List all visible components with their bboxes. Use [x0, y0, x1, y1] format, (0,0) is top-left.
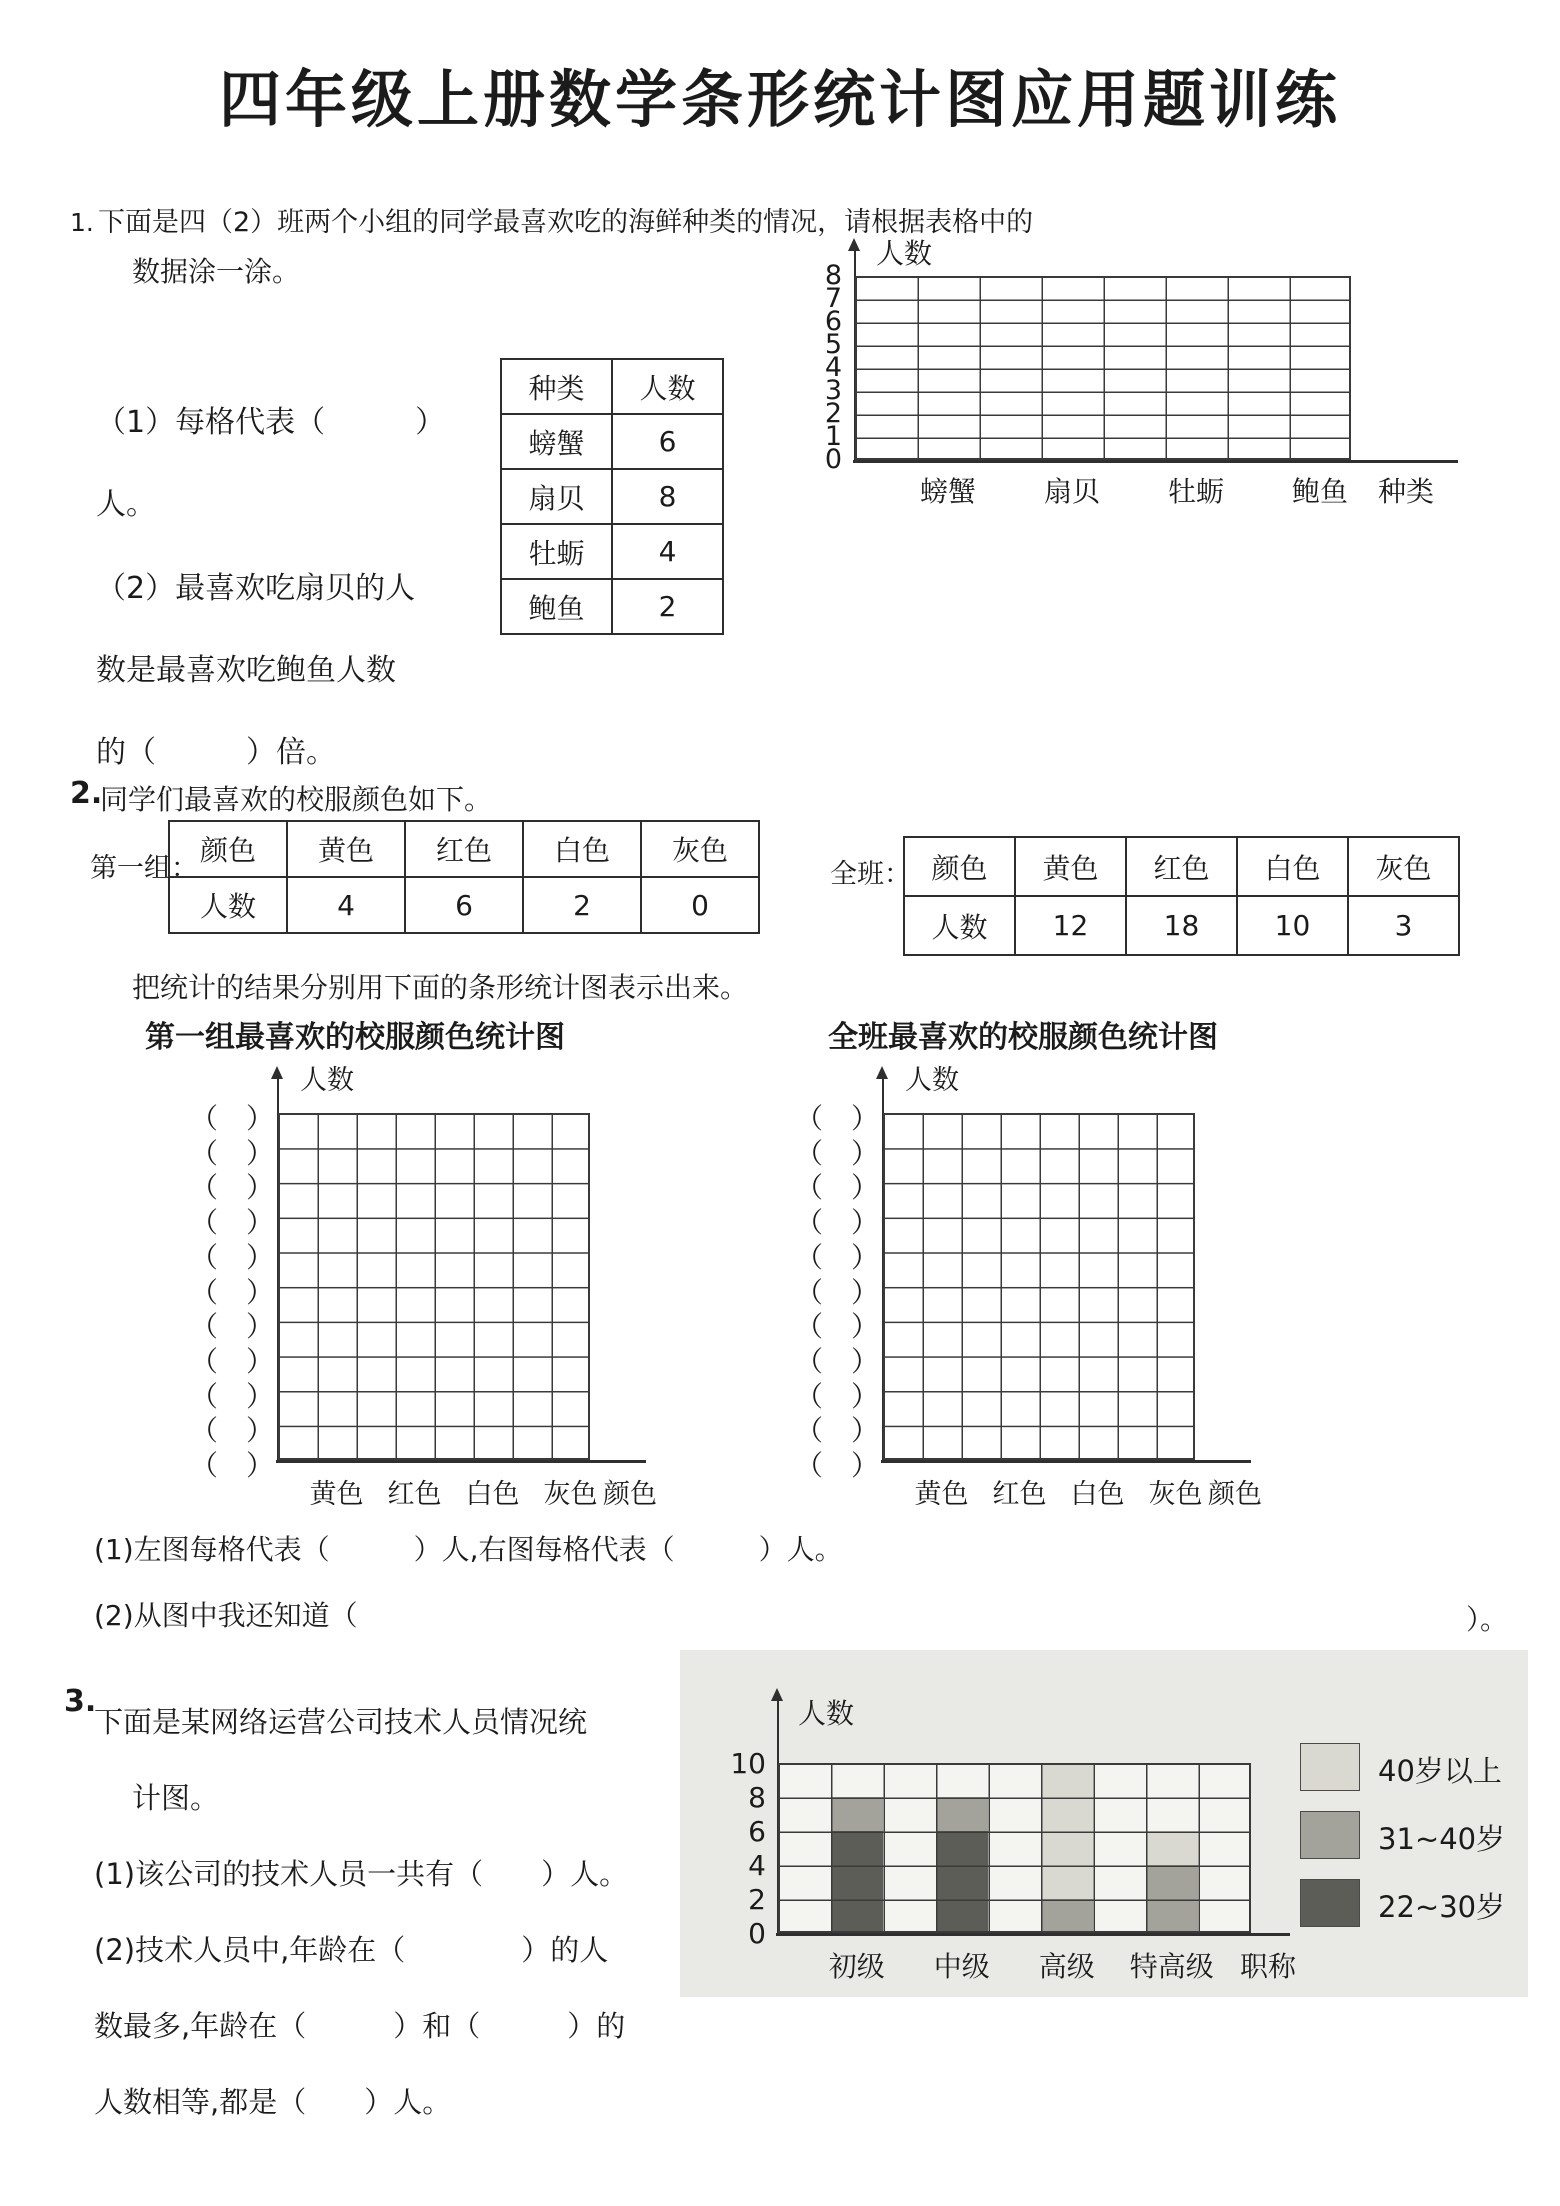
table-cell: 4 [612, 524, 723, 579]
y-tick-label: 3 [824, 375, 842, 406]
page-title: 四年级上册数学条形统计图应用题训练 [218, 63, 1341, 136]
grid-lines [855, 276, 1351, 460]
x-category-label: 螃蟹 [919, 475, 976, 508]
table-cell: 3 [1348, 896, 1459, 955]
q2-right-chart-title: 全班最喜欢的校服颜色统计图 [828, 1020, 1218, 1055]
table-cell: 黄色 [287, 821, 405, 877]
q2-right-chart-grid [883, 1113, 1195, 1460]
y-tick-label: 1 [824, 421, 842, 452]
table-cell: 白色 [1237, 837, 1348, 896]
x-category-label: 初级 [828, 1950, 885, 1983]
q3-number: 3. [64, 1684, 97, 1719]
q1-number: 1. [70, 208, 94, 237]
x-axis-line [776, 1933, 1290, 1936]
y-scale-paren-blank: （ ） [190, 1449, 275, 1482]
x-category-label: 黄色 [914, 1479, 969, 1510]
q2-class-label: 全班： [830, 859, 911, 890]
q2-left-chart-grid [278, 1113, 590, 1460]
x-axis-label: 种类 [1378, 475, 1435, 508]
y-scale-paren-blank: （ ） [795, 1102, 880, 1135]
q2-group1-label: 第一组： [90, 853, 198, 884]
q2-instruction: 把统计的结果分别用下面的条形统计图表示出来。 [132, 971, 749, 1004]
q1-part1-blank [96, 382, 445, 546]
q3-line4: (2)技术人员中,年龄在（ ）的人 [94, 1933, 609, 1967]
q1-grid [855, 276, 1351, 460]
x-category-label: 中级 [933, 1950, 990, 1983]
q1-data-table [500, 358, 724, 635]
y-tick-label: 10 [730, 1747, 766, 1780]
q3-line2: 计图。 [132, 1781, 220, 1815]
legend-swatch [1300, 1879, 1360, 1927]
q2-number: 2. [70, 776, 103, 811]
y-axis-label: 人数 [300, 1065, 354, 1096]
y-tick-label: 0 [748, 1917, 766, 1950]
q2-intro: 同学们最喜欢的校服颜色如下。 [100, 783, 493, 816]
y-axis-label: 人数 [876, 237, 933, 270]
y-tick-label: 7 [824, 283, 842, 314]
x-category-label: 灰色 [543, 1479, 598, 1510]
table-cell: 人数 [169, 877, 287, 933]
table-cell: 6 [612, 414, 723, 469]
y-scale-paren-blank: （ ） [795, 1275, 880, 1309]
y-scale-paren-blank: （ ） [795, 1414, 880, 1448]
y-scale-paren-blank: （ ） [190, 1414, 275, 1448]
table-cell: 灰色 [641, 821, 759, 877]
q2-sub2: (2)从图中我还知道（ [94, 1599, 358, 1632]
table-cell: 2 [523, 877, 641, 933]
q2-class-table-grid [903, 836, 1460, 956]
y-scale-paren-blank: （ ） [190, 1206, 275, 1240]
table-cell: 12 [1015, 896, 1126, 955]
table-cell: 0 [641, 877, 759, 933]
x-axis-line [276, 1460, 646, 1463]
y-scale-paren-blank: （ ） [795, 1136, 880, 1170]
y-scale-paren-blank: （ ） [190, 1310, 275, 1344]
q3-line5: 数最多,年龄在（ ）和（ ）的 [94, 2009, 626, 2043]
grid-lines [778, 1763, 1251, 1933]
q1-part1-line2: 人。 [96, 487, 156, 522]
x-axis-label: 职称 [1240, 1950, 1297, 1983]
table-cell: 黄色 [1015, 837, 1126, 896]
grid-lines [883, 1113, 1195, 1460]
legend-swatch [1300, 1811, 1360, 1859]
table-cell: 螃蟹 [501, 414, 612, 469]
y-scale-paren-blank: （ ） [795, 1171, 880, 1205]
table-cell: 10 [1237, 896, 1348, 955]
x-category-label: 特高级 [1129, 1950, 1214, 1983]
x-category-label: 黄色 [309, 1479, 364, 1510]
y-axis-label: 人数 [798, 1697, 855, 1730]
x-category-label: 高级 [1038, 1950, 1095, 1983]
y-scale-paren-blank: （ ） [190, 1379, 275, 1413]
table-cell: 扇贝 [501, 469, 612, 524]
q1-part2-line2: 数是最喜欢吃鲍鱼人数 [96, 653, 396, 688]
q2-group1-table-grid [168, 820, 760, 934]
x-axis-line [881, 1460, 1251, 1463]
x-category-label: 牡蛎 [1167, 475, 1224, 508]
y-scale-paren-blank: （ ） [190, 1102, 275, 1135]
y-scale-paren-blank: （ ） [795, 1240, 880, 1274]
table-cell: 6 [405, 877, 523, 933]
legend-swatch [1300, 1743, 1360, 1791]
table-cell: 8 [612, 469, 723, 524]
x-category-label: 白色 [1070, 1479, 1125, 1510]
y-scale-paren-blank: （ ） [190, 1240, 275, 1274]
y-scale-paren-blank: （ ） [795, 1379, 880, 1413]
x-axis-label: 颜色 [1208, 1479, 1262, 1510]
table-cell: 2 [612, 579, 723, 634]
q3-line6: 人数相等,都是（ ）人。 [94, 2085, 452, 2119]
q1-intro-line1: 下面是四（2）班两个小组的同学最喜欢吃的海鲜种类的情况，请根据表格中的 [98, 207, 1034, 238]
table-cell: 白色 [523, 821, 641, 877]
y-tick-label: 2 [748, 1883, 766, 1916]
q1-part2-blank [96, 548, 415, 794]
x-category-label: 白色 [465, 1479, 520, 1510]
y-scale-paren-blank: （ ） [795, 1206, 880, 1240]
q1-data-table-grid [500, 358, 724, 635]
x-category-label: 灰色 [1148, 1479, 1203, 1510]
table-cell: 颜色 [169, 821, 287, 877]
q1-part1-line1: （1）每格代表（ ） [96, 405, 446, 440]
table-cell: 红色 [1126, 837, 1237, 896]
legend-label: 22~30岁 [1378, 1890, 1506, 1924]
y-scale-paren-blank: （ ） [190, 1171, 275, 1205]
table-cell: 种类 [501, 359, 612, 414]
x-category-label: 鲍鱼 [1291, 475, 1348, 508]
table-cell: 18 [1126, 896, 1237, 955]
y-tick-label: 6 [824, 306, 842, 337]
legend-label: 31~40岁 [1378, 1822, 1506, 1856]
q3-grid [778, 1763, 1251, 1933]
y-axis-label: 人数 [905, 1065, 959, 1096]
table-cell: 颜色 [904, 837, 1015, 896]
table-cell: 牡蛎 [501, 524, 612, 579]
x-category-label: 扇贝 [1043, 475, 1100, 508]
q3-line3: (1)该公司的技术人员一共有（ ）人。 [94, 1857, 629, 1891]
q3-line1: 下面是某网络运营公司技术人员情况统 [94, 1705, 588, 1739]
q2-class-table [903, 836, 1460, 956]
x-category-label: 红色 [992, 1479, 1047, 1510]
legend-label: 40岁以上 [1378, 1754, 1502, 1788]
q1-part2-line3: 的（ ）倍。 [96, 735, 336, 770]
q1-intro-line2: 数据涂一涂。 [132, 255, 301, 288]
y-tick-label: 4 [824, 352, 842, 383]
grid-lines [278, 1113, 590, 1460]
y-scale-paren-blank: （ ） [795, 1344, 880, 1378]
table-cell: 灰色 [1348, 837, 1459, 896]
q2-left-chart-title: 第一组最喜欢的校服颜色统计图 [145, 1020, 565, 1055]
x-category-label: 红色 [387, 1479, 442, 1510]
q2-group1-table [168, 820, 760, 934]
table-cell: 人数 [904, 896, 1015, 955]
q3-text [94, 1684, 628, 2140]
table-cell: 人数 [612, 359, 723, 414]
y-tick-label: 5 [824, 329, 842, 360]
x-axis-line [853, 460, 1458, 463]
q2-sub1: (1)左图每格代表（ ）人,右图每格代表（ ）人。 [94, 1533, 843, 1566]
y-scale-paren-blank: （ ） [190, 1275, 275, 1309]
y-tick-label: 0 [824, 444, 842, 475]
y-scale-paren-blank: （ ） [190, 1344, 275, 1378]
table-cell: 4 [287, 877, 405, 933]
table-cell: 鲍鱼 [501, 579, 612, 634]
q2-sub2-close: ）。 [1466, 1603, 1509, 1636]
y-tick-label: 6 [748, 1815, 766, 1848]
table-cell: 红色 [405, 821, 523, 877]
y-scale-paren-blank: （ ） [795, 1310, 880, 1344]
y-tick-label: 8 [748, 1781, 766, 1814]
q1-part2-line1: （2）最喜欢吃扇贝的人 [96, 571, 416, 606]
y-scale-paren-blank: （ ） [795, 1449, 880, 1482]
y-tick-label: 2 [824, 398, 842, 429]
x-axis-label: 颜色 [603, 1479, 657, 1510]
y-tick-label: 8 [824, 260, 842, 291]
y-scale-paren-blank: （ ） [190, 1136, 275, 1170]
y-tick-label: 4 [748, 1849, 766, 1882]
